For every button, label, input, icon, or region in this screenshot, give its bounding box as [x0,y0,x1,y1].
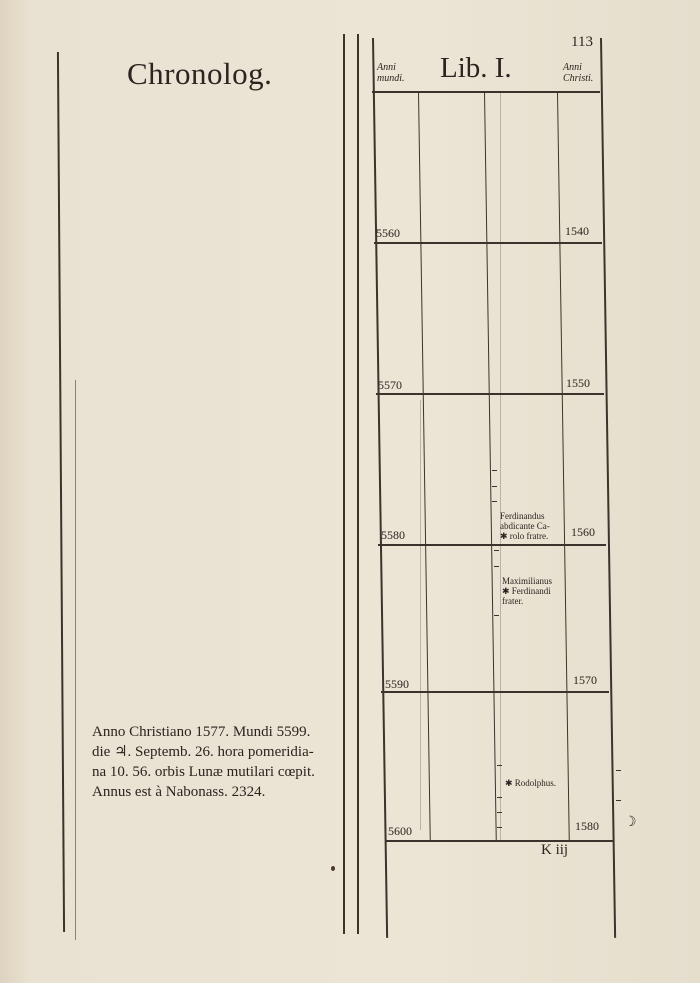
christi-1570: 1570 [573,673,597,687]
mundi-5580: 5580 [381,528,405,542]
faint-guide [420,400,421,830]
tick-mark [497,812,502,813]
signature-mark: K iij [541,842,569,858]
table-left-rule [372,38,388,938]
note-maximilianus: Maximilianus ✱ Ferdinandi frater. [502,576,552,606]
left-margin-rule [57,52,65,932]
page-number: 113 [571,34,593,50]
tick-mark [494,550,499,551]
chronolog-title: Chronolog. [127,56,273,91]
tick-mark [497,797,502,798]
tick-mark [497,827,502,828]
row-rule-4 [381,691,609,693]
moon-icon: ☽ [624,814,637,830]
table-col-rule-2 [484,92,497,842]
table-col-rule-3 [557,92,570,842]
mundi-5560: 5560 [376,226,400,240]
header-rule [372,91,600,93]
christi-1560: 1560 [571,525,595,539]
christi-1540: 1540 [565,224,589,238]
faint-guide [500,92,501,842]
christi-1550: 1550 [566,376,590,390]
lib-title: Lib. I. [440,52,512,84]
tick-mark [492,470,497,471]
tick-mark [616,770,621,771]
ink-spot [331,866,335,871]
tick-mark [494,615,499,616]
row-rule-2 [376,393,604,395]
table-right-rule [600,38,616,938]
tick-mark [616,800,621,801]
tick-mark [497,765,502,766]
note-rodolphus: ✱ Rodolphus. [505,778,557,788]
row-rule-5 [385,840,613,842]
left-margin-rule-2 [75,380,76,940]
tick-mark [494,566,499,567]
note-ferdinandus: Ferdinandus abdicante Ca- ✱ rolo fratre. [500,511,550,541]
anni-christi-header: Anni Christi. [563,62,594,84]
mundi-5570: 5570 [378,378,402,392]
mundi-5600: 5600 [388,824,412,838]
eclipse-paragraph: Anno Christiano 1577. Mundi 5599. die ♃. Septemb. 26. hora pomeridia- na 10. 56. orbis Lunæ mutilari cœpit. Annus est à Nabonass. 2324. [92,724,315,800]
row-rule-1 [374,242,602,244]
tick-mark [492,486,497,487]
tick-mark [492,501,497,502]
anni-mundi-header: Anni mundi. [377,62,405,84]
christi-1580: 1580 [575,819,599,833]
row-rule-3 [378,544,606,546]
mundi-5590: 5590 [385,677,409,691]
